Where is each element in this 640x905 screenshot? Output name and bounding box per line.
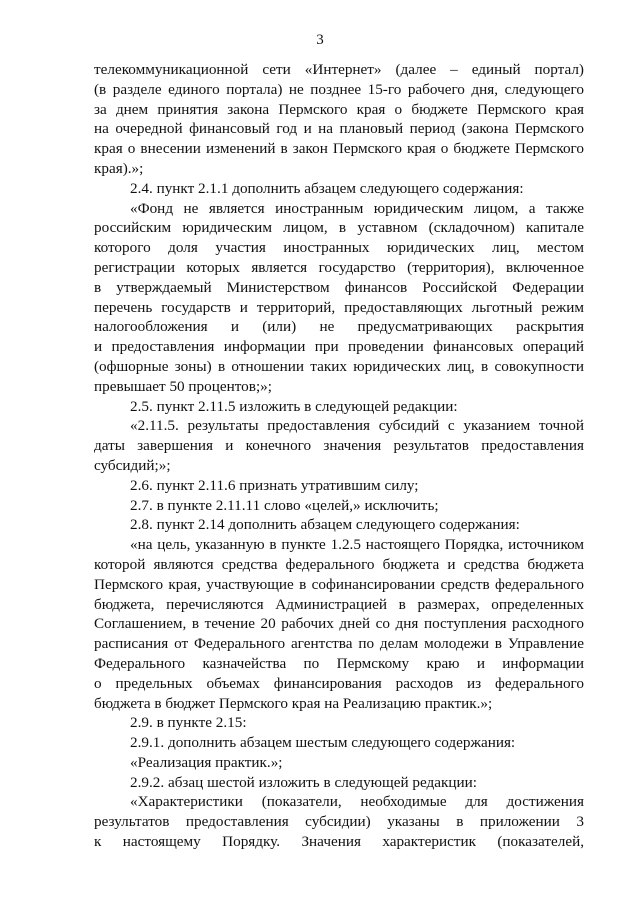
paragraph [94,60,584,179]
paragraph [94,179,584,199]
text-line: превышает 50 процентов;»; [94,377,272,395]
document-body [94,60,584,852]
text-line: края).»; [94,159,144,177]
paragraph [94,773,584,793]
text-line: «Реализация практик.»; [130,753,283,771]
paragraph [94,496,584,516]
text-line: бюджета, перечисляются Администрацией в размерах, определенных [94,595,584,613]
text-line: 2.9.2. абзац шестой изложить в следующей редакции: [130,773,477,791]
text-line: 2.9. в пункте 2.15: [130,714,247,732]
text-line: (в разделе единого портала) не позднее 15-го рабочего дня, следующего [94,80,584,98]
text-line: и предоставления информации при проведении финансовых операций [94,338,584,356]
text-line: регистрации которых является государство (территория), включенное [94,258,584,276]
text-line: телекоммуникационной сети «Интернет» (далее – единый портал) [94,61,584,78]
text-line: за днем принятия закона Пермского края о бюджете Пермского края [94,100,584,118]
page-number: 3 [316,32,324,48]
text-line: субсидий;»; [94,456,171,474]
text-line: 2.4. пункт 2.1.1 дополнить абзацем следующего содержания: [130,179,524,197]
text-line: Федерального казначейства по Пермскому краю и информации [94,654,584,672]
text-line: бюджета в бюджет Пермского края на Реализацию практик.»; [94,694,493,712]
paragraph [94,792,584,851]
paragraph [94,416,584,475]
text-line: налогообложения и (или) не предусматривающих раскрытия [94,318,584,336]
text-line: российским юридическим лицом, в уставном (складочном) капитале [94,219,584,237]
paragraph [94,535,584,713]
text-line: (офшорные зоны) в отношении таких юридических лиц, в совокупности [94,357,584,375]
text-line: 2.9.1. дополнить абзацем шестым следующего содержания: [130,734,516,752]
paragraph [94,476,584,496]
paragraph [94,397,584,417]
text-line: Пермского края, участвующие в софинансировании средств федерального [94,575,584,593]
text-line: «Фонд не является иностранным юридическим лицом, а также [130,199,584,217]
text-line: даты завершения и конечного значения результатов предоставления [94,437,584,455]
text-line: 2.8. пункт 2.14 дополнить абзацем следующего содержания: [130,516,520,534]
text-line: «2.11.5. результаты предоставления субсидий с указанием точной [130,417,584,435]
paragraph [94,713,584,733]
text-line: 2.6. пункт 2.11.6 признать утратившим силу; [130,476,419,494]
paragraph [94,753,584,773]
text-line: «Характеристики (показатели, необходимые для достижения [130,793,584,811]
paragraph [94,199,584,397]
text-line: «на цель, указанную в пункте 1.2.5 настоящего Порядка, источником [130,536,584,554]
text-line: на очередной финансовый год и на плановый период (закона Пермского [94,120,584,138]
text-line: которого доля участия иностранных юридических лиц, местом [94,239,584,257]
text-line: 2.7. в пункте 2.11.11 слово «целей,» исключить; [130,496,439,514]
paragraph [94,733,584,753]
text-line: Соглашением, в течение 20 рабочих дней со дня поступления расходного [94,615,584,633]
text-line: 2.5. пункт 2.11.5 изложить в следующей редакции: [130,397,458,415]
text-line: перечень государств и территорий, предоставляющих льготный режим [94,298,584,316]
text-line: которой являются средства федерального бюджета и средства бюджета [94,555,584,573]
text-line: к настоящему Порядку. Значения характеристик (показателей, [94,833,584,851]
text-line: о предельных объемах финансирования расходов из федерального [94,674,584,692]
text-line: края о внесении изменений в закон Пермского края о бюджете Пермского [94,140,584,158]
paragraph [94,515,584,535]
text-line: в утверждаемый Министерством финансов Российской Федерации [94,278,584,296]
text-line: расписания от Федерального агентства по делам молодежи в Управление [94,635,584,653]
text-line: результатов предоставления субсидии) указаны в приложении 3 [94,813,584,831]
